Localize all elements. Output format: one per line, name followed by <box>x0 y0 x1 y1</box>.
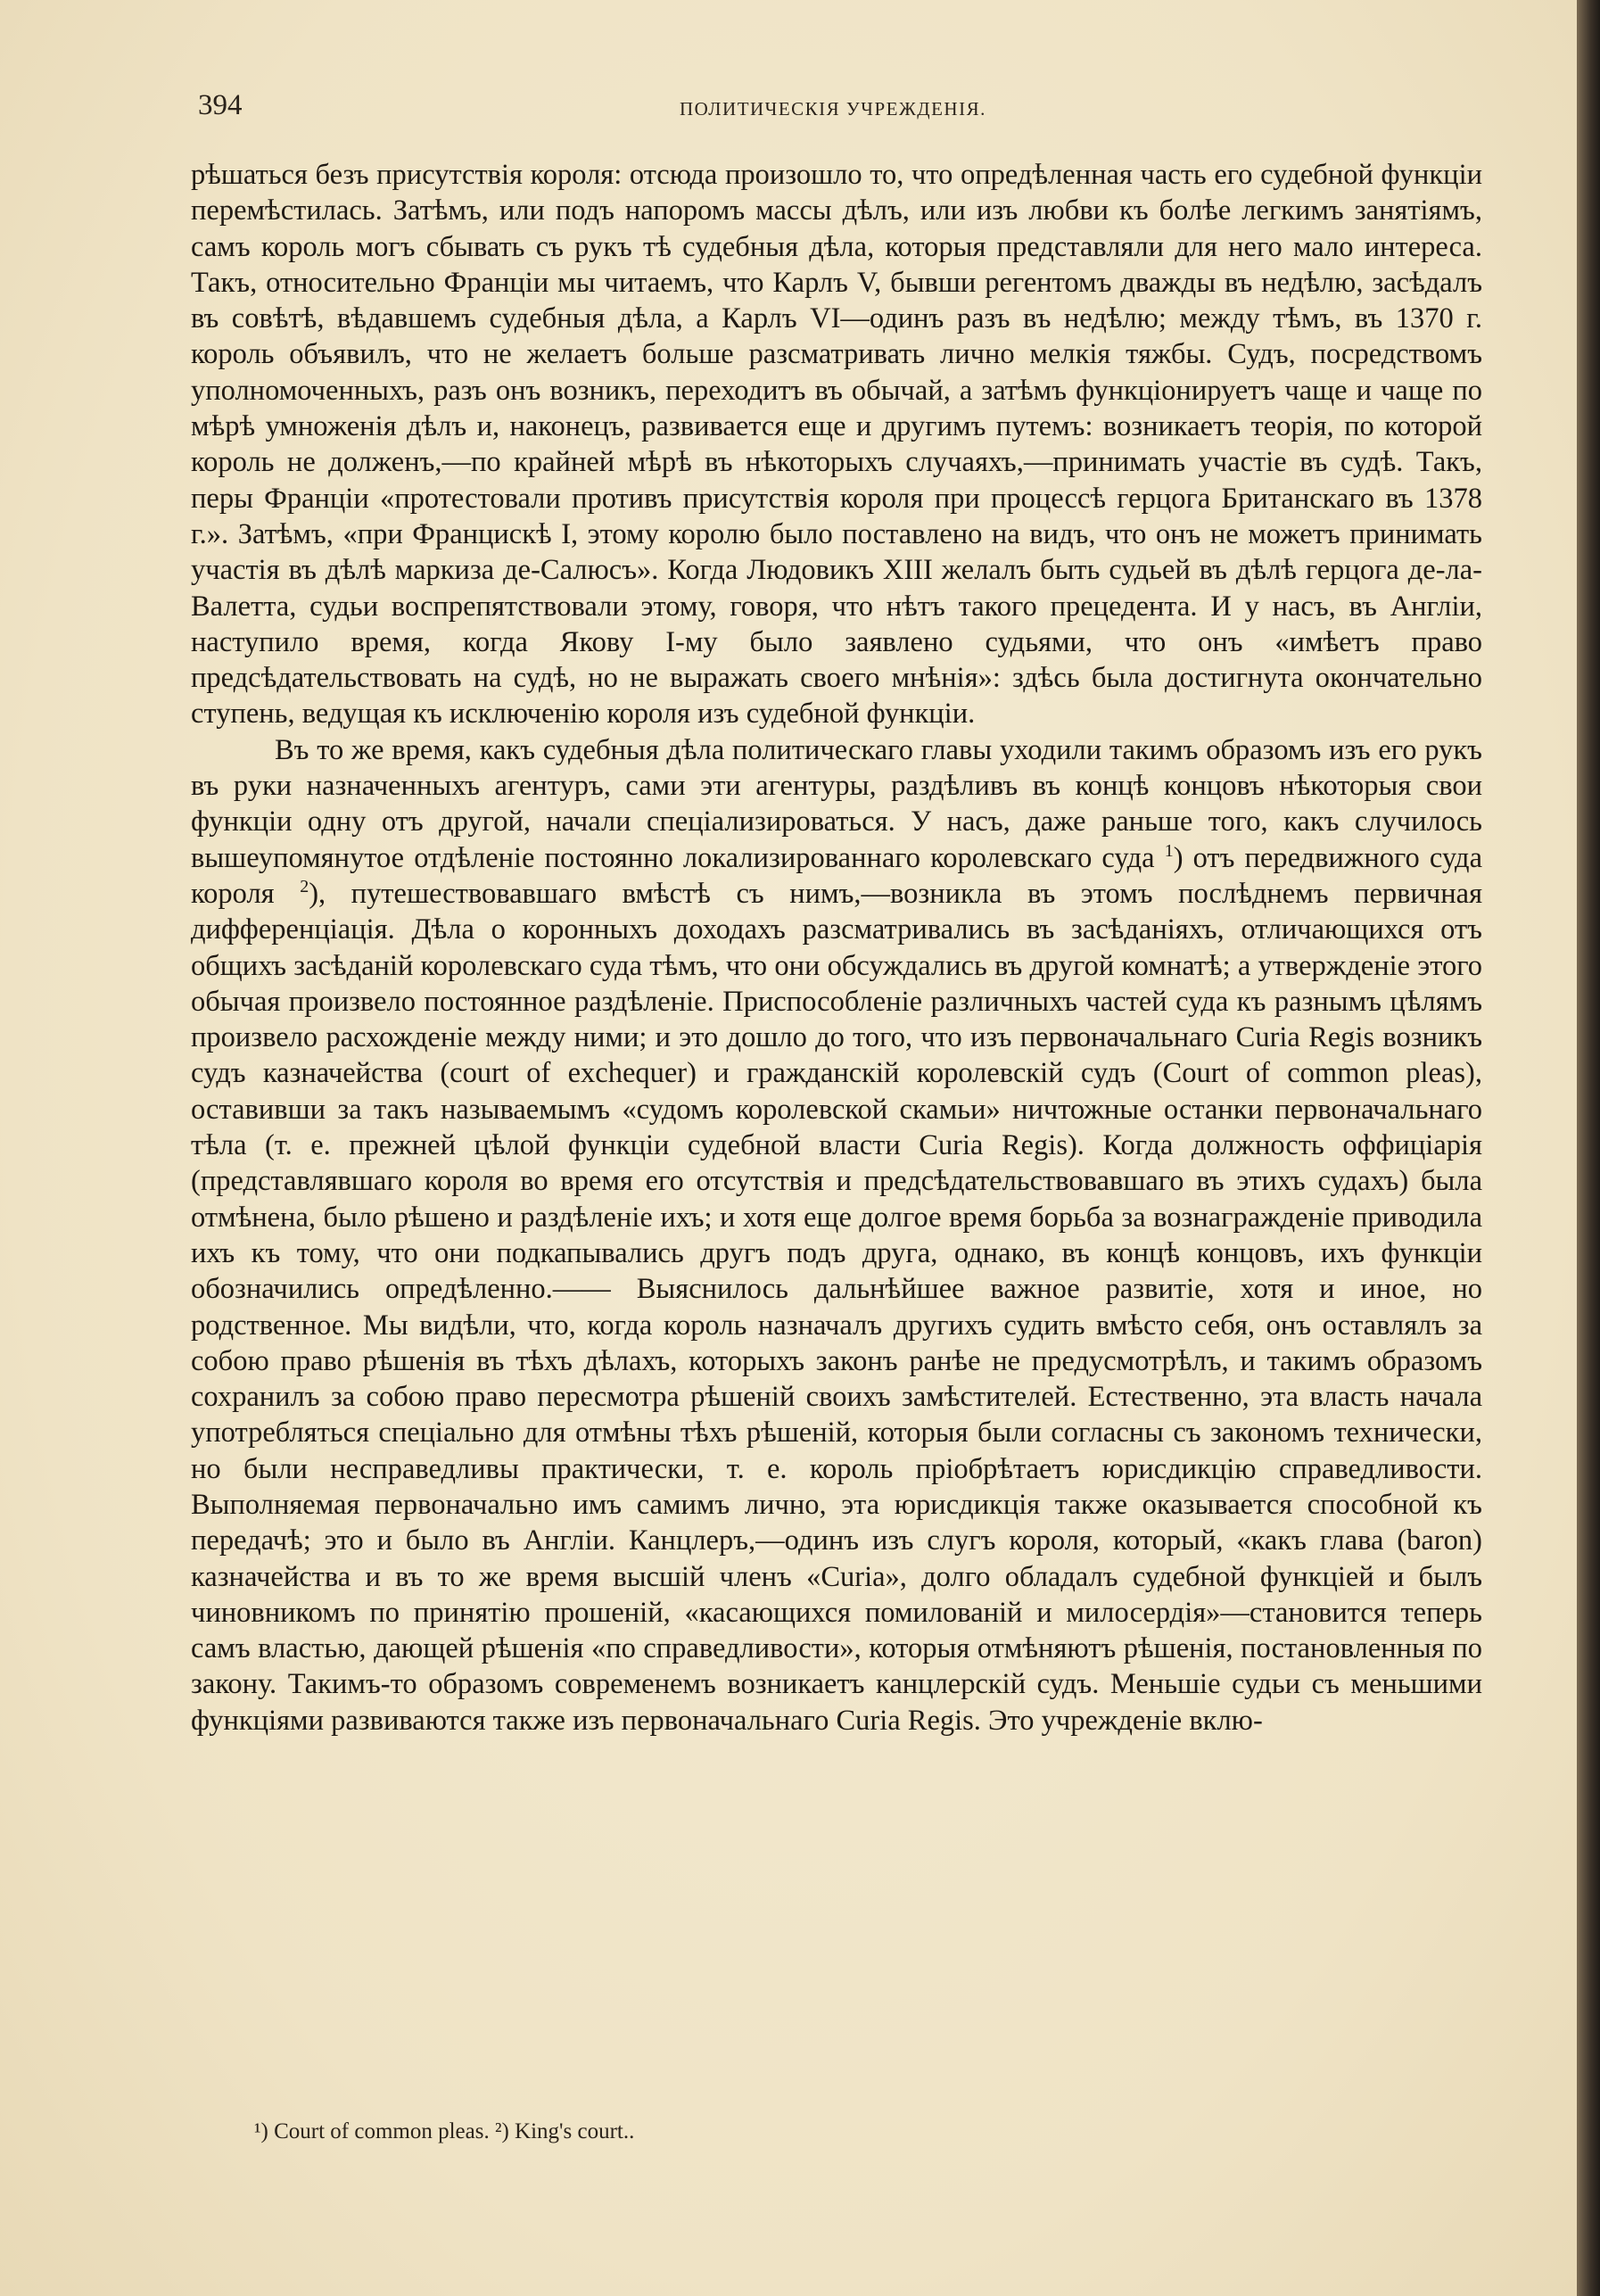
body-text <box>191 157 1482 1739</box>
paragraph-2-part-3: ), путешествовавшаго вмѣстѣ съ нимъ,—возникла въ этомъ послѣднемъ первичная дифференціація. Дѣла о коронныхъ доходахъ разсматривались въ засѣданіяхъ, отличающихся отъ общихъ засѣданій королевскаго суда тѣмъ, что они обсуждались въ другой комнатѣ; а утвержденіе этого обычая произвело постоянное раздѣленіе. Приспособленіе различныхъ частей суда къ разнымъ цѣлямъ произвело расхожденіе между ними; и это дошло до того, что изъ первоначальнаго Curia Regis возникъ судъ казначейства (court of exchequer) и гражданскій королевскій судъ (Court of common pleas), оставивши за такъ называемымъ «судомъ королевской скамьи» ничтожные останки первоначальнаго тѣла (т. е. прежней цѣлой функціи судебной власти Curia Regis). Когда должность оффиціарія (представлявшаго короля во время его отсутствія и предсѣдательствовавшаго въ этихъ судахъ) была отмѣнена, было рѣшено и раздѣленіе ихъ; и хотя еще долгое время борьба за вознагражденіе приводила ихъ къ тому, что они подкапывались другъ подъ друга, однако, въ концѣ концовъ, ихъ функціи обозначились опредѣленно.—— Выяснилось дальнѣйшее важное развитіе, хотя и иное, но родственное. Мы видѣли, что, когда король назначалъ другихъ судить вмѣсто себя, онъ оставлялъ за собою право рѣшенія въ тѣхъ дѣлахъ, которыхъ законъ ранѣе не предусмотрѣлъ, и такимъ образомъ сохранилъ за собою право пересмотра рѣшеній своихъ замѣстителей. Естественно, эта власть начала употребляться спеціально для отмѣны тѣхъ рѣшеній, которыя были согласны съ закономъ технически, но были несправедливы практически, т. е. король пріобрѣтаетъ юрисдикцію справедливости. Выполняемая первоначально имъ самимъ лично, эта юрисдикція также оказывается способной къ передачѣ; это и было въ Англіи. Канцлеръ,—одинъ изъ слугъ короля, который, «какъ глава (baron) казначейства и въ то же время высшій членъ «Curia», долго обладалъ судебной функціей и былъ чиновникомъ по принятію прошеній, «касающихся помилованій и милосердія»—становится теперь самъ властью, дающей рѣшенія «по справедливости», которыя отмѣняютъ рѣшенія, постановленныя по закону. Такимъ-то образомъ современемъ возникаетъ канцлерскій судъ. Меньшіе судьи съ меньшими функціями развиваются также изъ первоначальнаго Curia Regis. Это учрежденіе вклю- <box>191 877 1483 1737</box>
footnote: ¹) Court of common pleas. ²) King's court.. <box>254 2119 635 2143</box>
book-spine-edge <box>1577 0 1600 2296</box>
paragraph-2-part-2: ) отъ передвижного суда короля <box>191 841 1482 910</box>
paragraph-2-part-1: Въ то же время, какъ судебныя дѣла политическаго главы уходили такимъ образомъ изъ его рукъ въ руки назначенныхъ агентуръ, сами эти агентуры, раздѣливъ въ концѣ концовъ нѣкоторыя свои функціи одну отъ другой, начали спеціализироваться. У насъ, даже раньше того, какъ случилось вышеупомянутое отдѣленіе постоянно локализированнаго королевскаго суда <box>191 733 1482 874</box>
paragraph-2 <box>191 732 1482 1739</box>
paragraph-1: рѣшаться безъ присутствія короля: отсюда произошло то, что опредѣленная часть его судебной функціи перемѣстилась. Затѣмъ, или подъ напоромъ массы дѣлъ, или изъ любви къ болѣе легкимъ занятіямъ, самъ король могъ сбывать съ рукъ тѣ судебныя дѣла, которыя представляли для него мало интереса. Такъ, относительно Франціи мы читаемъ, что Карлъ V, бывши регентомъ дважды въ недѣлю, засѣдалъ въ совѣтѣ, вѣдавшемъ судебныя дѣла, а Карлъ VI—одинъ разъ въ недѣлю; между тѣмъ, въ 1370 г. король объявилъ, что не желаетъ больше разсматривать лично мелкія тяжбы. Судъ, посредствомъ уполномоченныхъ, разъ онъ возникъ, переходитъ въ обычай, а затѣмъ функціонируетъ чаще и чаще по мѣрѣ умноженія дѣлъ и, наконецъ, развивается еще и другимъ путемъ: возникаетъ теорія, по которой король не долженъ,—по крайней мѣрѣ въ нѣкоторыхъ случаяхъ,—принимать участіе въ судѣ. Такъ, перы Франціи «протестовали противъ присутствія короля при процессѣ герцога Британскаго въ 1378 г.». Затѣмъ, «при Францискѣ I, этому королю было поставлено на видъ, что онъ не можетъ принимать участія въ дѣлѣ маркиза де-Салюсъ». Когда Людовикъ XIII желалъ быть судьей въ дѣлѣ герцога де-ла-Валетта, судьи воспрепятствовали этому, говоря, что нѣтъ такого прецедента. И у насъ, въ Англіи, наступило время, когда Якову I-му было заявлено судьями, что онъ «имѣетъ право предсѣдательствовать на судѣ, но не выражать своего мнѣнія»: здѣсь была достигнута окончательно ступень, ведущая къ исключенію короля изъ судебной функціи. <box>191 159 1482 731</box>
page-number: 394 <box>198 89 243 121</box>
page-header <box>198 89 1482 134</box>
running-title: ПОЛИТИЧЕСКІЯ УЧРЕЖДЕНІЯ. <box>680 98 986 120</box>
footnote-ref-2: 2 <box>300 877 309 897</box>
footnote-ref-1: 1 <box>1164 840 1174 861</box>
